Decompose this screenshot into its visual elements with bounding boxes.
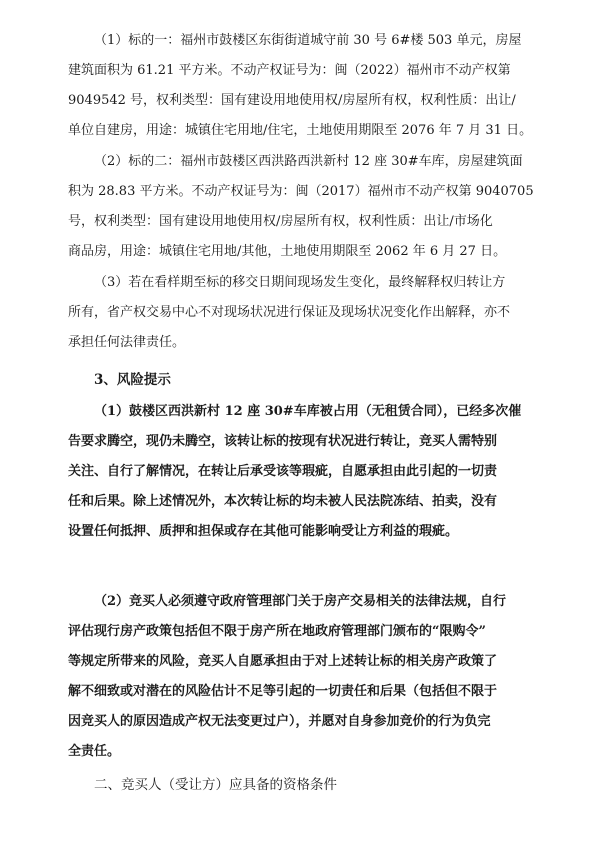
text-line: （1）鼓楼区西洪新村 12 座 30#车库被占用（无租赁合同），已经多次催 [94, 404, 522, 419]
text-line: 所有，省产权交易中心不对现场状况进行保证及现场状况变化作出解释，亦不 [68, 305, 511, 320]
risk-heading: 3、风险提示 [94, 372, 171, 388]
section-2-heading: 二、竞买人（受让方）应具备的资格条件 [94, 777, 337, 793]
paragraph-target-1 [68, 26, 534, 146]
text-line: 商品房，用途：城镇住宅用地/其他，土地使用期限至 2062 年 6 月 27 日。 [68, 244, 507, 259]
text-line: 全责任。 [68, 744, 121, 759]
paragraph-site-change [68, 268, 534, 358]
text-line: 承担任何法律责任。 [68, 335, 186, 350]
text-line: 解不细致或对潜在的风险估计不足等引起的一切责任和后果（包括但不限于 [68, 684, 498, 699]
text-line: 告要求腾空，现仍未腾空，该转让标的按现有状况进行转让，竞买人需特别 [68, 434, 498, 449]
text-line: 积为 28.83 平方米。不动产权证号为：闽（2017）福州市不动产权第 9040705 [68, 184, 534, 199]
text-line: 等规定所带来的风险，竞买人自愿承担由于对上述转让标的相关房产政策了 [68, 654, 498, 669]
text-line: 建筑面积为 61.21 平方米。不动产权证号为：闽（2022）福州市不动产权第 [68, 63, 511, 78]
text-line: 单位自建房，用途：城镇住宅用地/住宅，土地使用期限至 2076 年 7 月 31 日。 [68, 123, 533, 138]
text-line: 评估现行房产政策包括但不限于房产所在地政府管理部门颁布的“限购令” [68, 624, 486, 639]
paragraph-target-2 [68, 147, 534, 267]
text-line: 设置任何抵押、质押和担保或存在其他可能影响受让方利益的瑕疵。 [68, 524, 459, 539]
text-line: （2）标的二：福州市鼓楼区西洪路西洪新村 12 座 30#车库，房屋建筑面 [94, 154, 523, 169]
text-line: 9049542 号，权利类型：国有建设用地使用权/房屋所有权，权利性质：出让/ [68, 93, 516, 108]
text-line: （3）若在看样期至标的移交日期间现场发生变化，最终解释权归转让方 [94, 275, 506, 290]
text-line: （2）竞买人必须遵守政府管理部门关于房产交易相关的法律法规，自行 [94, 594, 507, 609]
text-line: 号，权利类型：国有建设用地使用权/房屋所有权，权利性质：出让/市场化 [68, 214, 493, 229]
paragraph-risk-2 [68, 587, 534, 767]
text-line: 关注、自行了解情况，在转让后承受该等瑕疵，自愿承担由此引起的一切责 [68, 464, 498, 479]
text-line: 因竞买人的原因造成产权无法变更过户），并愿对自身参加竞价的行为负完 [68, 714, 491, 729]
text-line: 任和后果。除上述情况外，本次转让标的均未被人民法院冻结、拍卖，没有 [68, 494, 498, 509]
text-line: （1）标的一：福州市鼓楼区东街街道城守前 30 号 6#楼 503 单元，房屋 [94, 33, 522, 48]
paragraph-risk-1 [68, 397, 534, 547]
